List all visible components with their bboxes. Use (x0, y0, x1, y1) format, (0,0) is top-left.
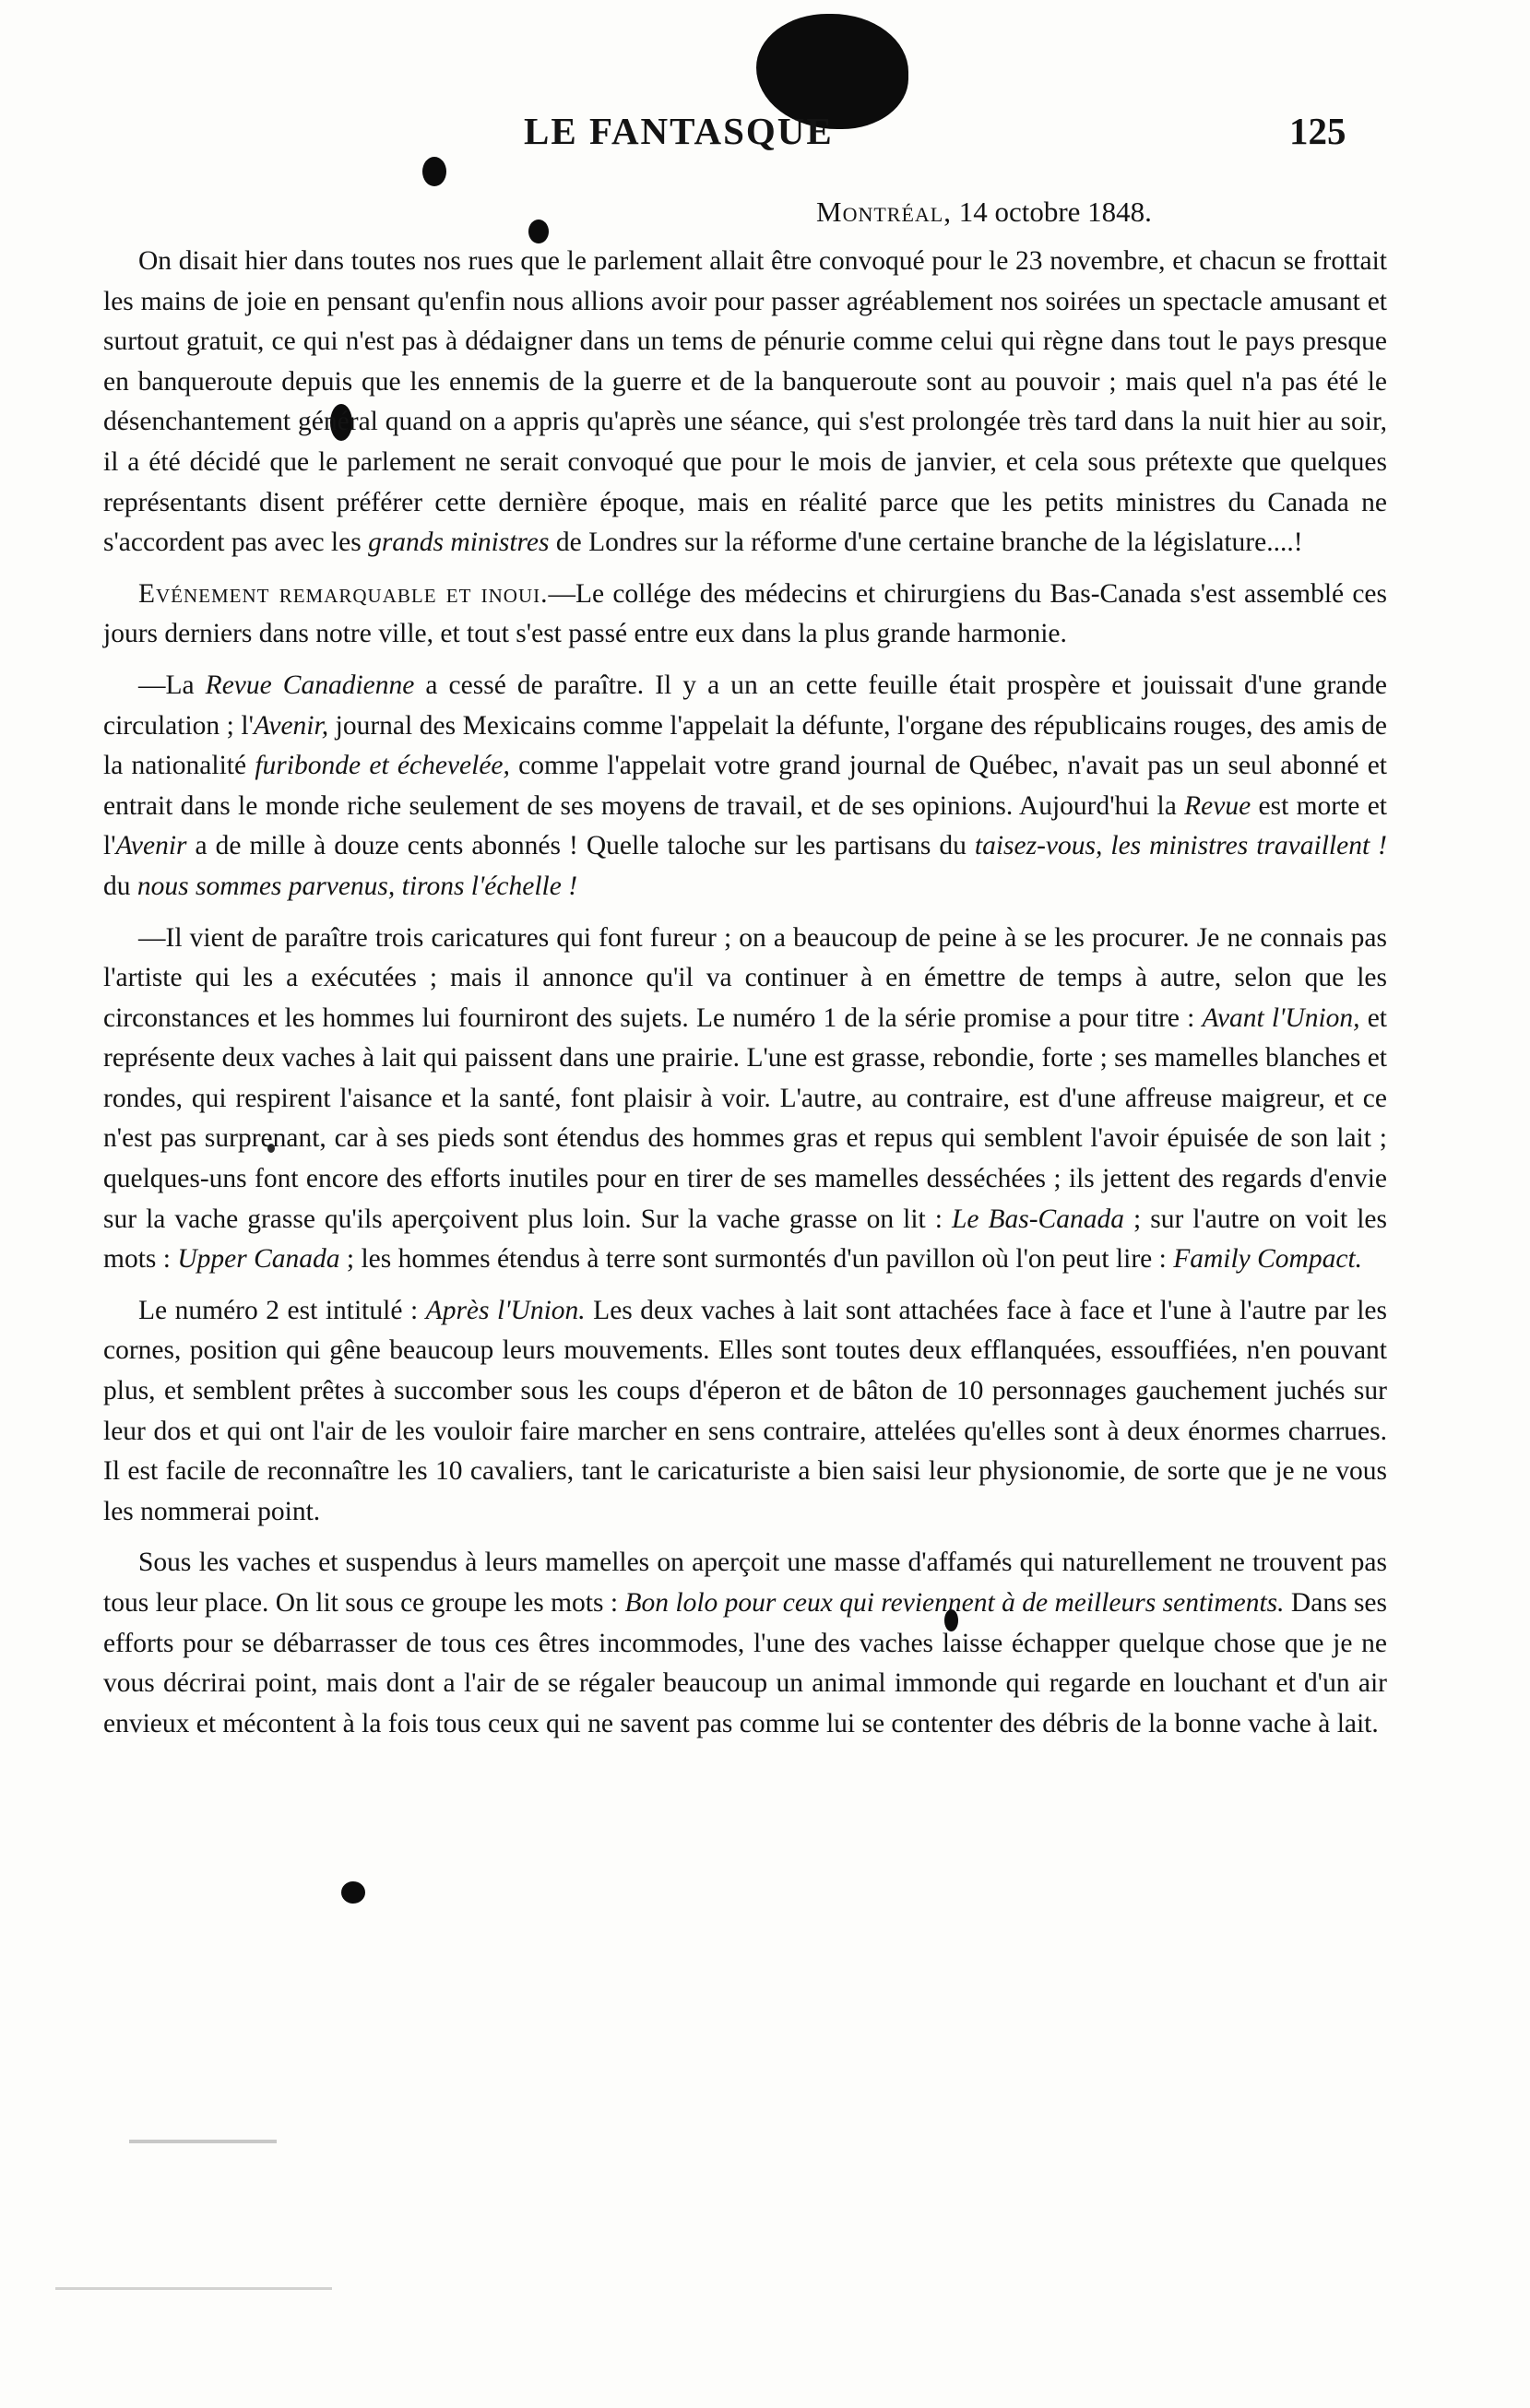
italic-text: grands ministres (368, 528, 550, 558)
italic-text: furibonde et échevelée, (255, 751, 510, 781)
body-text: est morte et l' (103, 790, 1387, 861)
body-text: comme l'appelait votre grand journal de Québec, n'avait pas un seul abonné et entrait dans le monde riche seulement de ses moyens de travail, et de ses opinions. Aujourd'hui la (103, 751, 1387, 821)
article-body (103, 242, 1387, 1744)
body-text: On disait hier dans toutes nos rues que le parlement allait être convoqué pour le 23 novembre, et chacun se frottait les mains de joie en pensant qu'enfin nous allions avoir pour passer agréablement nos soirées un spectacle amusant et surtout gratuit, ce qui n'est pas à dédaigner dans un tems de pénurie comme celui qui règne dans tout le pays presque en banqueroute depuis que les ennemis de la guerre et de la banqueroute sont au pouvoir ; mais quel n'a pas été le désenchantement général quand on a appris qu'après une séance, qui s'est prolongée très tard dans la nuit hier au soir, il a été décidé que le parlement ne serait convoqué que pour le mois de janvier, et cela sous prétexte que quelques représentants disent préférer cette dernière époque, mais en réalité parce que les petits ministres du Canada ne s'accordent pas avec les (103, 246, 1387, 558)
publication-title: LE FANTASQUE (524, 110, 834, 152)
italic-text: taisez-vous, les ministres travaillent ! (974, 831, 1387, 861)
article-paragraph (103, 919, 1387, 1280)
body-text: —Il vient de paraître trois caricatures qui font fureur ; on a beaucoup de peine à se les procurer. Je ne connais pas l'artiste qui les a exécutées ; mais il annonce qu'il va continuer à en émettre de temps à autre, selon que les circonstances et les hommes lui fourniront des sujets. Le numéro 1 de la série promise a pour titre : (103, 922, 1387, 1033)
section-heading: Evénement remarquable et inoui. (138, 578, 549, 609)
article-paragraph (103, 242, 1387, 563)
body-text: ; sur l'autre on voit les mots : (103, 1204, 1387, 1275)
ink-blot (341, 1881, 365, 1904)
italic-text: nous sommes parvenus, tirons l'échelle ! (136, 871, 578, 901)
article-paragraph (103, 666, 1387, 907)
body-text: du (103, 871, 137, 901)
italic-text: Revue (1184, 790, 1251, 821)
body-text: journal des Mexicains comme l'appelait la défunte, l'organe des républicains rouges, des amis de la nationalité (103, 710, 1387, 781)
page-header (0, 109, 1530, 164)
italic-text: Avenir (115, 831, 187, 861)
dateline-place: Montréal, (816, 196, 952, 228)
italic-text: Avant l'Union, (1202, 1002, 1360, 1033)
italic-text: Avenir, (253, 710, 329, 741)
ink-blot (528, 219, 549, 243)
dateline-date: 14 octobre 1848. (958, 196, 1152, 228)
italic-text: Upper Canada (177, 1244, 340, 1275)
italic-text: Family Compact. (1173, 1244, 1363, 1275)
italic-text: Revue Canadienne (205, 670, 415, 700)
body-text: et représente deux vaches à lait qui paissent dans une prairie. L'une est grasse, rebondie, forte ; ses mamelles blanches et rondes, qui respirent l'aisance et la santé, font plaisir à voir. L'autre, au contraire, est d'une affreuse maigreur, et ce n'est pas surprenant, car à ses pieds sont étendus des hommes gras et repus qui semblent l'avoir épuisée de son lait ; quelques-uns font encore des efforts inutiles pour en tirer de ses mamelles desséchées ; ils jettent des regards d'envie sur la vache grasse qu'ils aperçoivent plus loin. Sur la vache grasse on lit : (103, 1002, 1387, 1234)
body-text: Les deux vaches à lait sont attachées face à face et l'une à l'autre par les cornes, position qui gêne beaucoup leurs mouvements. Elles sont toutes deux efflanquées, essouffiées, n'en pouvant plus, et semblent prêtes à succomber sous les coups d'éperon et de bâton de 10 personnages gauchement juchés sur leur dos et qui ont l'air de les vouloir faire marcher en sens contraire, attelées qu'elles sont à deux énormes charrues. Il est facile de reconnaître les 10 cavaliers, tant le caricaturiste a bien saisi leur physionomie, de sorte que je ne vous les nommerai point. (103, 1295, 1387, 1526)
article-paragraph (103, 1543, 1387, 1744)
body-text: Dans ses efforts pour se débarrasser de tous ces êtres incommodes, l'une des vaches laisse échapper quelque chose que je ne vous décrirai point, mais dont a l'air de se régaler beaucoup un animal immonde qui regarde en louchant et d'un air envieux et mécontent à la fois tous ceux qui ne savent pas comme lui se contenter des débris de la bonne vache à lait. (103, 1588, 1388, 1738)
italic-text: Après l'Union. (425, 1295, 586, 1325)
body-text: a cessé de paraître. Il y a un an cette feuille était prospère et jouissait d'une grande circulation ; l' (103, 670, 1387, 741)
page-number: 125 (1289, 110, 1346, 152)
print-speck (55, 2287, 332, 2290)
body-text: Sous les vaches et suspendus à leurs mamelles on aperçoit une masse d'affamés qui naturellement ne trouvent pas tous leur place. On lit sous ce groupe les mots : (103, 1548, 1387, 1618)
dateline (816, 196, 1152, 229)
body-text: de Londres sur la réforme d'une certaine branche de la législature....! (549, 528, 1303, 558)
body-text: Le numéro 2 est intitulé : (138, 1295, 426, 1325)
body-text: a de mille à douze cents abonnés ! Quelle taloche sur les partisans du (186, 831, 975, 861)
body-text: —La (138, 670, 206, 700)
italic-text: Bon lolo pour ceux qui reviennent à de meilleurs sentiments. (624, 1588, 1285, 1618)
body-text: ; les hommes étendus à terre sont surmontés d'un pavillon où l'on peut lire : (339, 1244, 1174, 1275)
print-speck (129, 2140, 277, 2143)
article-paragraph (103, 1291, 1387, 1533)
body-text: —Le collége des médecins et chirurgiens du Bas-Canada s'est assemblé ces jours derniers dans notre ville, et tout s'est passé entre eux dans la plus grande harmonie. (103, 578, 1387, 649)
article-paragraph (103, 575, 1387, 655)
italic-text: Le Bas-Canada (951, 1204, 1124, 1234)
